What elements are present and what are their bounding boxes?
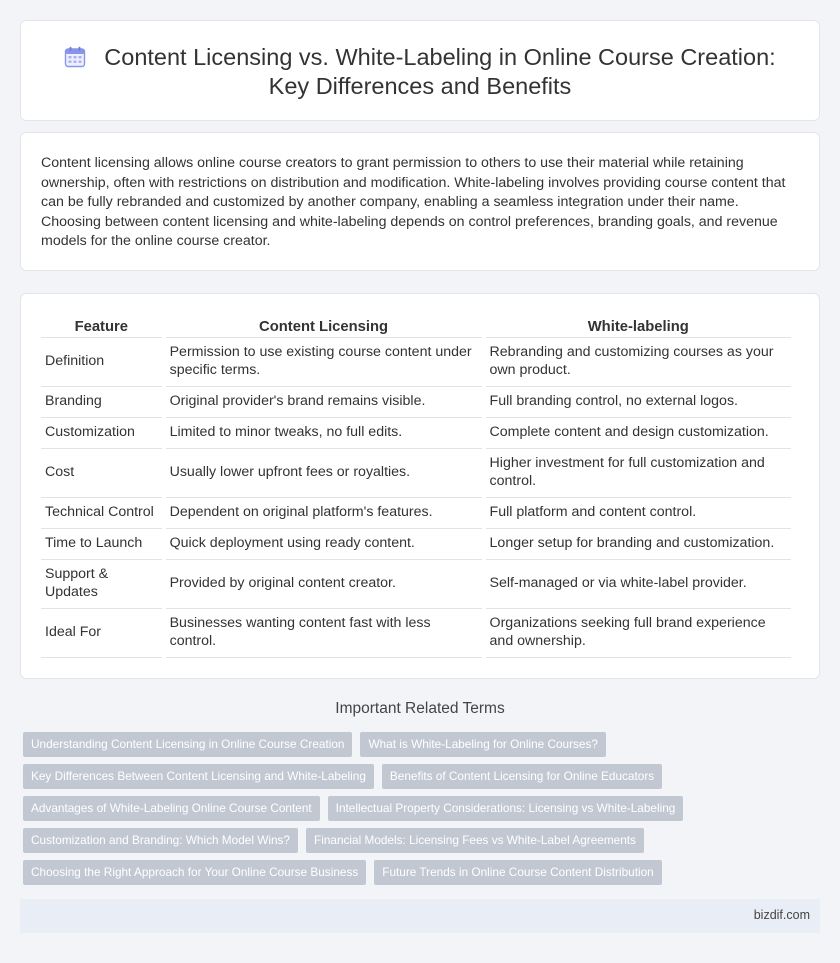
feature-cell: Time to Launch bbox=[41, 529, 162, 560]
table-row bbox=[41, 387, 791, 418]
table-row bbox=[41, 449, 791, 498]
feature-cell: Customization bbox=[41, 418, 162, 449]
white-label-cell: Longer setup for branding and customization. bbox=[486, 529, 791, 560]
licensing-cell: Permission to use existing course content under specific terms. bbox=[166, 338, 482, 387]
related-term-link[interactable]: Advantages of White-Labeling Online Course Content bbox=[23, 796, 320, 821]
white-label-cell: Self-managed or via white-label provider. bbox=[486, 560, 791, 609]
white-label-cell: Higher investment for full customization and control. bbox=[486, 449, 791, 498]
calendar-icon bbox=[64, 46, 86, 68]
header-white-labeling: White-labeling bbox=[486, 314, 791, 338]
licensing-cell: Businesses wanting content fast with less control. bbox=[166, 609, 482, 658]
table-header-row bbox=[41, 314, 791, 338]
white-label-cell: Complete content and design customization. bbox=[486, 418, 791, 449]
related-term-link[interactable]: Key Differences Between Content Licensing and White-Labeling bbox=[23, 764, 374, 789]
table-row bbox=[41, 418, 791, 449]
related-term-link[interactable]: What is White-Labeling for Online Courses? bbox=[360, 732, 606, 757]
white-label-cell: Full branding control, no external logos. bbox=[486, 387, 791, 418]
white-label-cell: Organizations seeking full brand experience and ownership. bbox=[486, 609, 791, 658]
related-terms-list bbox=[23, 732, 823, 892]
header-feature: Feature bbox=[41, 314, 162, 338]
feature-cell: Technical Control bbox=[41, 498, 162, 529]
related-term-link[interactable]: Customization and Branding: Which Model Wins? bbox=[23, 828, 298, 853]
header-content-licensing: Content Licensing bbox=[166, 314, 482, 338]
table-row bbox=[41, 338, 791, 387]
comparison-card bbox=[20, 293, 820, 679]
feature-cell: Cost bbox=[41, 449, 162, 498]
licensing-cell: Dependent on original platform's features. bbox=[166, 498, 482, 529]
footer bbox=[20, 899, 820, 933]
feature-cell: Ideal For bbox=[41, 609, 162, 658]
licensing-cell: Limited to minor tweaks, no full edits. bbox=[166, 418, 482, 449]
licensing-cell: Quick deployment using ready content. bbox=[166, 529, 482, 560]
related-terms-heading: Important Related Terms bbox=[335, 700, 505, 717]
title-card bbox=[20, 20, 820, 121]
table-row bbox=[41, 560, 791, 609]
feature-cell: Definition bbox=[41, 338, 162, 387]
related-term-link[interactable]: Intellectual Property Considerations: Licensing vs White-Labeling bbox=[328, 796, 684, 821]
table-row bbox=[41, 609, 791, 658]
licensing-cell: Usually lower upfront fees or royalties. bbox=[166, 449, 482, 498]
white-label-cell: Full platform and content control. bbox=[486, 498, 791, 529]
white-label-cell: Rebranding and customizing courses as your own product. bbox=[486, 338, 791, 387]
licensing-cell: Original provider's brand remains visible. bbox=[166, 387, 482, 418]
page-title bbox=[21, 43, 819, 101]
intro-paragraph: Content licensing allows online course creators to grant permission to others to use their material while retaining ownership, often with restrictions on distribution and modification. White-labeling involves providing course content that can be fully rebranded and customized by another company, enabling a seamless integration under their name. Choosing between content licensing and white-labeling depends on control preferences, branding goals, and revenue models for the online course creator. bbox=[41, 155, 786, 250]
title-line-2: Key Differences and Benefits bbox=[268, 73, 572, 99]
related-term-link[interactable]: Future Trends in Online Course Content Distribution bbox=[374, 860, 661, 885]
intro-card bbox=[20, 132, 820, 271]
site-name[interactable]: bizdif.com bbox=[753, 908, 810, 922]
feature-cell: Support & Updates bbox=[41, 560, 162, 609]
related-term-link[interactable]: Choosing the Right Approach for Your Online Course Business bbox=[23, 860, 366, 885]
table-row bbox=[41, 498, 791, 529]
feature-cell: Branding bbox=[41, 387, 162, 418]
related-term-link[interactable]: Benefits of Content Licensing for Online Educators bbox=[382, 764, 662, 789]
table-row bbox=[41, 529, 791, 560]
related-term-link[interactable]: Understanding Content Licensing in Online Course Creation bbox=[23, 732, 352, 757]
related-term-link[interactable]: Financial Models: Licensing Fees vs White-Label Agreements bbox=[306, 828, 644, 853]
comparison-table bbox=[37, 314, 795, 658]
licensing-cell: Provided by original content creator. bbox=[166, 560, 482, 609]
title-line-1: Content Licensing vs. White-Labeling in Online Course Creation: bbox=[104, 44, 776, 70]
